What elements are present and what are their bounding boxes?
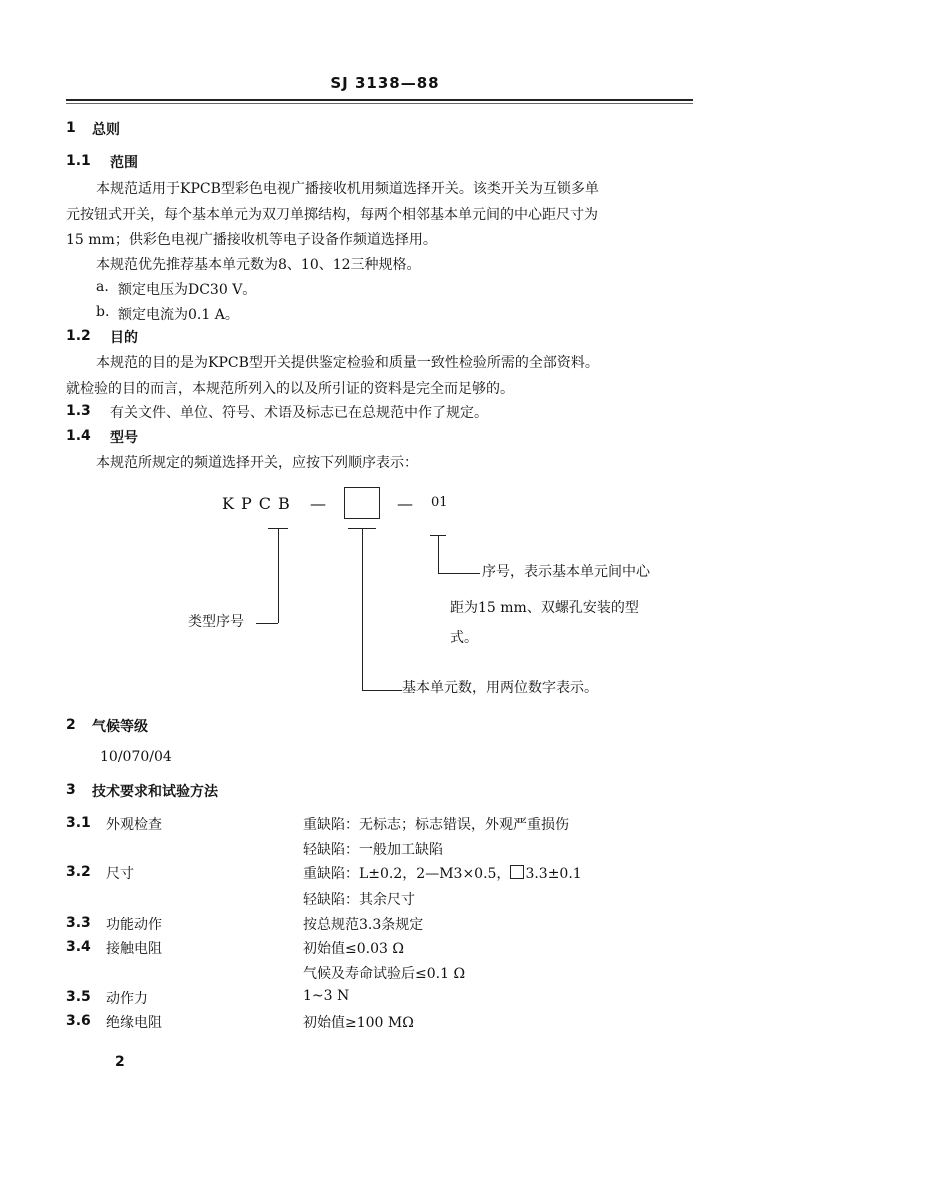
header-rule [66,99,693,101]
square-symbol-icon [510,865,524,879]
header-rule-thin [66,103,693,104]
requirement-line: 轻缺陷：一般加工缺陷 [303,842,443,858]
requirement-line-text: 重缺陷：L±0.2，2—M3×0.5， [303,866,511,882]
serial-label-line-3: 式。 [450,630,478,646]
requirement-line: 轻缺陷：其余尺寸 [303,892,415,908]
page-number: 2 [115,1054,125,1070]
document-code: SJ 3138—88 [330,74,440,92]
kpcb-leader-foot [256,623,278,624]
suffix-leader-line [438,535,439,573]
requirement-number: 3.2 [66,864,91,880]
section-1-1-title: 范围 [110,155,138,171]
section-1-title: 总则 [92,122,120,138]
requirement-number: 3.4 [66,939,91,955]
requirement-item: 绝缘电阻 [106,1015,162,1031]
requirement-item: 功能动作 [106,917,162,933]
model-suffix: 01 [431,495,448,510]
section-1-3-text: 有关文件、单位、符号、术语及标志已在总规范中作了规定。 [110,405,488,421]
scope-paragraph-2: 本规范优先推荐基本单元数为8、10、12三种规格。 [96,257,421,273]
unit-count-label: 基本单元数，用两位数字表示。 [402,680,598,696]
requirement-number: 3.1 [66,815,91,831]
section-1-1-number: 1.1 [66,153,91,169]
section-1-3-number: 1.3 [66,403,91,419]
model-dash-1: — [310,494,326,513]
serial-label-line-1: 序号，表示基本单元间中心 [482,564,650,580]
requirement-line: 1~3 N [303,988,350,1004]
type-serial-label: 类型序号 [188,614,244,630]
model-prefix: KPCB [222,494,297,513]
climate-category-value: 10/070/04 [100,749,172,765]
section-1-2-title: 目的 [110,330,138,346]
item-a-text: 额定电压为DC30 V。 [118,282,257,298]
requirement-line: 重缺陷：无标志；标志错误，外观严重损伤 [303,817,569,833]
requirement-line: 初始值≤0.03 Ω [303,941,404,957]
box-leader-foot [362,690,402,691]
requirement-number: 3.3 [66,915,91,931]
model-dash-2: — [397,494,413,513]
requirement-line: 初始值≥100 MΩ [303,1015,414,1031]
purpose-paragraph-line-1: 本规范的目的是为KPCB型开关提供鉴定检验和质量一致性检验所需的全部资料。 [96,355,599,371]
unit-count-placeholder-box [344,487,380,519]
requirement-number: 3.6 [66,1013,91,1029]
requirement-line: 按总规范3.3条规定 [303,917,424,933]
suffix-leader-foot [438,573,480,574]
section-1-4-number: 1.4 [66,428,91,444]
purpose-paragraph-line-2: 就检验的目的而言，本规范所列入的以及所引证的资料是完全而足够的。 [66,381,514,397]
requirement-line [303,863,582,883]
requirement-item: 尺寸 [106,866,134,882]
section-3-title: 技术要求和试验方法 [92,784,218,800]
scope-paragraph-line-3: 15 mm；供彩色电视广播接收机等电子设备作频道选择用。 [66,232,437,248]
requirement-item: 外观检查 [106,817,162,833]
section-1-4-title: 型号 [110,430,138,446]
requirement-item: 动作力 [106,991,148,1007]
requirement-line-tail: 3.3±0.1 [525,866,582,882]
requirement-number: 3.5 [66,989,91,1005]
serial-label-line-2: 距为15 mm、双螺孔安装的型 [450,600,639,616]
item-b-text: 额定电流为0.1 A。 [118,307,239,323]
requirement-line: 气候及寿命试验后≤0.1 Ω [303,966,466,982]
section-2-number: 2 [66,717,76,733]
item-a-label: a. [96,279,109,295]
box-leader-line [362,528,363,690]
item-b-label: b. [96,304,110,320]
section-2-title: 气候等级 [92,719,148,735]
model-intro: 本规范所规定的频道选择开关，应按下列顺序表示： [96,455,418,471]
kpcb-leader-line [278,528,279,623]
requirement-item: 接触电阻 [106,941,162,957]
section-1-2-number: 1.2 [66,328,91,344]
section-3-number: 3 [66,782,76,798]
scope-paragraph-line-1: 本规范适用于KPCB型彩色电视广播接收机用频道选择开关。该类开关为互锁多单 [96,181,599,197]
scope-paragraph-line-2: 元按钮式开关，每个基本单元为双刀单掷结构，每两个相邻基本单元间的中心距尺寸为 [66,207,598,223]
section-1-number: 1 [66,120,76,136]
